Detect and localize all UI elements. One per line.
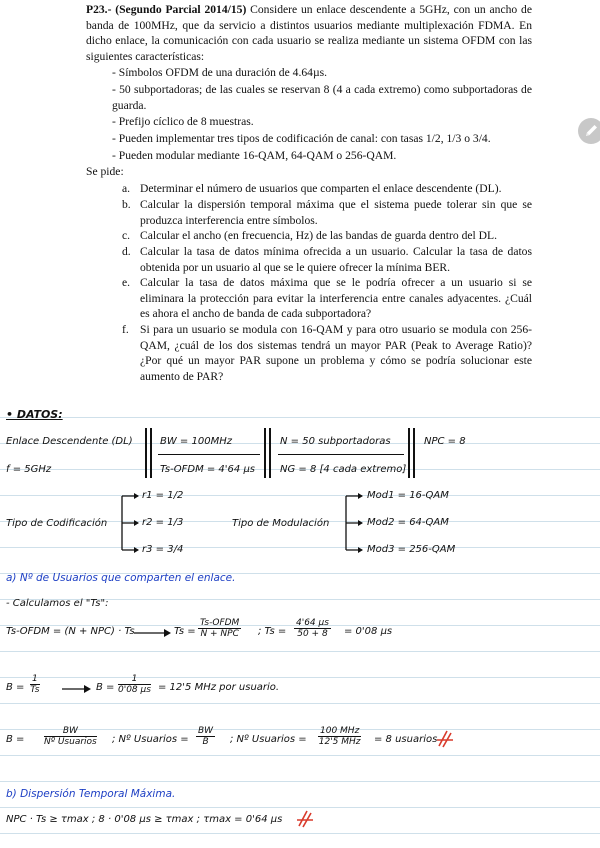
users2-fraction-den: 12'5 MHz xyxy=(318,737,361,747)
bullet-item: - Símbolos OFDM de una duración de 4.64µs. xyxy=(112,66,328,79)
b-fraction xyxy=(30,674,40,695)
problem-statement xyxy=(0,0,600,392)
question-text: Calcular el ancho (en frecuencia, Hz) de las bandas de guarda dentro del DL. xyxy=(140,229,497,242)
question-item xyxy=(122,244,532,275)
modulation-bracket-icon xyxy=(340,492,366,554)
ts-result: = 0'08 µs xyxy=(344,626,393,637)
mod-64qam: Mod2 = 64-QAM xyxy=(367,517,449,528)
question-letter: a. xyxy=(122,182,131,195)
b-result: = 12'5 MHz por usuario. xyxy=(158,682,280,693)
coding-bracket-icon xyxy=(116,492,142,554)
edit-button[interactable] xyxy=(578,118,600,144)
ng-value: NG = 8 [4 cada extremo] xyxy=(280,464,407,475)
question-letter: c. xyxy=(122,229,131,242)
problem-intro xyxy=(86,2,532,64)
ts-fraction-num: Ts-OFDM xyxy=(200,618,240,628)
highlight-mark-icon xyxy=(436,728,454,750)
implies-arrow-icon xyxy=(134,628,172,638)
modulation-type-label: Tipo de Modulación xyxy=(232,518,330,529)
pencil-icon xyxy=(578,118,600,144)
exam-label: (Segundo Parcial 2014/15) xyxy=(115,3,247,16)
b-equation-mid: B = xyxy=(96,682,115,693)
b-value-num: 1 xyxy=(118,674,151,685)
question-text: Si para un usuario se modula con 16-QAM y para otro usuario se modula con 256-QAM, ¿cuál de los dos sistemas tendrá un mayor PAR (Peak to Average Ratio)? ¿Por qué un mayor PAR supone un problema y cómo se podría solucionar este aumento de PAR? xyxy=(140,323,532,383)
b-fraction-num: 1 xyxy=(32,674,38,684)
users-fraction-den: B xyxy=(202,737,209,747)
enlace-label: Enlace Descendente (DL) xyxy=(6,436,133,447)
calc-ts-label: - Calculamos el "Ts": xyxy=(6,598,109,609)
ts-ofdm-value: Ts-OFDM = 4'64 µs xyxy=(160,464,256,475)
question-text: Calcular la tasa de datos máxima que se le podría ofrecer a un usuario si se eliminara la protección para evitar la interferencia entre canales adyacentes. ¿Cuál es ahora el ancho de banda de cada subportadora? xyxy=(140,276,532,321)
separator xyxy=(158,454,260,455)
b-equation-left: B = xyxy=(6,682,25,693)
separator xyxy=(150,428,152,478)
users-fraction-num: BW xyxy=(198,726,214,736)
se-pide-label: Se pide: xyxy=(86,165,124,178)
npc-value: NPC = 8 xyxy=(424,436,466,447)
users2-equation-left: ; Nº Usuarios = xyxy=(230,734,307,745)
rate-r1: r1 = 1/2 xyxy=(142,490,184,501)
question-text: Determinar el número de usuarios que comparten el enlace descendente (DL). xyxy=(140,182,502,195)
users2-fraction xyxy=(318,726,361,747)
mod-256qam: Mod3 = 256-QAM xyxy=(367,544,456,555)
bullet-item: - Prefijo cíclico de 8 muestras. xyxy=(112,115,254,128)
b2-equation-left: B = xyxy=(6,734,25,745)
n-sub-value: N = 50 subportadoras xyxy=(280,436,391,447)
b2-fraction-num: BW xyxy=(44,726,97,737)
question-item xyxy=(122,275,532,322)
ts-equation-mid: Ts = xyxy=(174,626,196,637)
question-item xyxy=(122,181,532,197)
section-b-title: b) Dispersión Temporal Máxima. xyxy=(6,788,176,800)
question-letter: b. xyxy=(122,198,131,211)
handwritten-notes xyxy=(0,392,600,848)
users-result: = 8 usuarios xyxy=(374,734,438,745)
b-fraction-den: Ts xyxy=(30,685,40,695)
section-a-title: a) Nº de Usuarios que comparten el enlace. xyxy=(6,572,236,584)
ts-value-num: 4'64 µs xyxy=(296,618,329,628)
coding-type-label: Tipo de Codificación xyxy=(6,518,108,529)
freq-value: f = 5GHz xyxy=(6,464,52,475)
separator xyxy=(413,428,415,478)
question-text: Calcular la tasa de datos mínima ofrecida a un usuario. Calcular la tasa de datos obtenida por un usuario al que se le quiere ofrecer la mínima BER. xyxy=(140,245,532,274)
ts-value-den: 50 + 8 xyxy=(297,629,328,639)
ts-equation-left: Ts-OFDM = (N + NPC) · Ts xyxy=(6,626,135,637)
users-equation-left: ; Nº Usuarios = xyxy=(112,734,189,745)
users-fraction xyxy=(196,726,215,747)
b-value-den: 0'08 µs xyxy=(118,685,151,695)
dispersion-equation: NPC · Ts ≥ τmax ; 8 · 0'08 µs ≥ τmax ; τmax = 0'64 µs xyxy=(6,814,283,825)
implies-arrow-icon xyxy=(62,684,92,694)
ts-fraction-den: N + NPC xyxy=(200,629,239,639)
highlight-mark-icon xyxy=(296,808,314,830)
rate-r3: r3 = 3/4 xyxy=(142,544,184,555)
bullet-item: - Pueden modular mediante 16-QAM, 64-QAM o 256-QAM. xyxy=(112,149,397,162)
question-letter: e. xyxy=(122,276,131,289)
question-item xyxy=(122,322,532,384)
problem-number: P23.- xyxy=(86,3,112,16)
ts-equation-sep: ; Ts = xyxy=(258,626,287,637)
datos-title: • DATOS: xyxy=(6,408,63,421)
b2-fraction-den: Nº Usuarios xyxy=(44,737,97,747)
question-text: Calcular la dispersión temporal máxima que el sistema puede tolerar sin que se produzca interferencia entre símbolos. xyxy=(140,198,532,227)
bullet-item: - 50 subportadoras; de las cuales se reservan 8 (4 a cada extremo) como subportadoras de guarda. xyxy=(112,83,532,112)
ts-value-fraction xyxy=(294,618,331,639)
separator xyxy=(264,428,266,478)
ts-fraction xyxy=(198,618,241,639)
intro-text: Considere un enlace descendente a 5GHz, con un ancho de banda de 100MHz, que da servicio a distintos usuarios mediante multiplexación FDMA. En dicho enlace, la comunicación con cada usuario se realiza mediante un sistema OFDM con las siguientes características: xyxy=(86,3,532,63)
question-item xyxy=(122,228,532,244)
question-letter: d. xyxy=(122,245,131,258)
separator xyxy=(145,428,147,478)
question-item xyxy=(122,197,532,228)
rate-r2: r2 = 1/3 xyxy=(142,517,184,528)
question-letter: f. xyxy=(122,323,129,336)
users2-fraction-num: 100 MHz xyxy=(320,726,360,736)
separator xyxy=(408,428,410,478)
b-value-fraction xyxy=(118,674,151,695)
separator xyxy=(278,454,404,455)
bw-value: BW = 100MHz xyxy=(160,436,232,447)
mod-16qam: Mod1 = 16-QAM xyxy=(367,490,449,501)
b2-fraction xyxy=(44,726,97,747)
separator xyxy=(269,428,271,478)
bullet-item: - Pueden implementar tres tipos de codificación de canal: con tasas 1/2, 1/3 o 3/4. xyxy=(112,132,491,145)
